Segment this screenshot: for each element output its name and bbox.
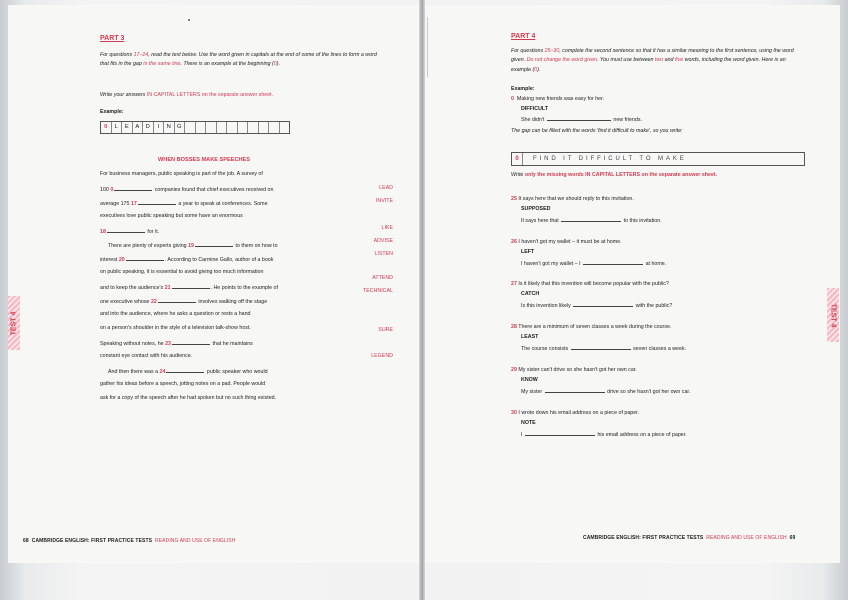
example-grid-cell: A xyxy=(133,122,144,133)
text-fragment: that he maintains xyxy=(211,341,253,347)
gap-number: 23 xyxy=(165,341,171,347)
keyword-attend: ATTEND xyxy=(372,275,393,281)
answer-gap xyxy=(195,240,233,247)
example-grid-cell xyxy=(227,122,238,133)
answer-gap xyxy=(166,366,204,373)
text-fragment: gather his ideas before a speech, jotting notes on a pad. People would xyxy=(100,381,266,387)
question-number: 26 xyxy=(511,239,517,245)
text-line xyxy=(100,366,348,377)
question-keyword: NOTE xyxy=(521,420,536,427)
question-number: 29 xyxy=(511,367,517,373)
answer-gap xyxy=(547,114,611,121)
question-sentence xyxy=(511,365,811,375)
completion-start: My sister xyxy=(521,388,543,395)
example-grid-cell: E xyxy=(122,122,133,133)
text-fragment: . According to Carmine Gallo, author of a book xyxy=(164,257,274,263)
example-grid-cell xyxy=(206,122,217,133)
question-26 xyxy=(511,237,811,269)
answer-gap xyxy=(583,258,643,265)
text-fragment: on a person's shoulder in the style of a television talk-show host. xyxy=(100,325,251,331)
question-keyword: SUPPOSED xyxy=(521,206,551,213)
test-4-tab-right: TEST 4 xyxy=(827,288,839,342)
question-text: I wrote down his email address on a piece of paper. xyxy=(518,410,640,416)
text-fragment: executives love public speaking but some have an enormous xyxy=(100,213,243,219)
text-fragment: one executive whose xyxy=(100,299,151,305)
example-grid-cell: D xyxy=(143,122,154,133)
text-fragment: public speaker who would xyxy=(205,369,268,375)
question-number: 28 xyxy=(511,324,517,330)
right-footer: CAMBRIDGE ENGLISH: FIRST PRACTICE TESTS READING AND USE OF ENGLISH 69 xyxy=(583,535,796,541)
text-line xyxy=(100,352,340,361)
example-grid-cell xyxy=(185,122,196,133)
part-4-write-instruction: Write only the missing words IN CAPITAL LETTERS on the separate answer sheet. xyxy=(511,172,718,178)
completion-end: at home. xyxy=(645,260,667,267)
question-27 xyxy=(511,279,811,311)
answer-gap xyxy=(545,386,605,393)
answer-gap xyxy=(114,184,152,191)
text-fragment: constant eye contact with his audience. xyxy=(100,353,193,359)
text-fragment: average 175 xyxy=(100,201,131,207)
completion-start: The course consists xyxy=(521,345,569,352)
question-number: 25 xyxy=(511,196,517,202)
completion-end: to this invitation. xyxy=(623,217,662,224)
example-grid-cell xyxy=(217,122,228,133)
part-3-heading: PART 3 xyxy=(100,35,125,42)
text-fragment: ask for a copy of the speech after he had spoken but no such thing existed. xyxy=(100,395,277,401)
question-keyword: CATCH xyxy=(521,291,540,298)
text-line xyxy=(100,268,340,277)
test-4-tab-left: TEST 4 xyxy=(8,296,20,350)
question-completion xyxy=(511,258,811,269)
text-line xyxy=(100,184,340,195)
answer-gap xyxy=(107,226,145,233)
text-line xyxy=(100,310,340,319)
left-page xyxy=(8,5,419,563)
text-line xyxy=(100,380,340,389)
question-sentence xyxy=(511,408,811,418)
keyword-technical: TECHNICAL xyxy=(362,288,393,294)
question-text: Is it likely that this invention will become popular with the public? xyxy=(518,281,669,287)
question-sentence xyxy=(511,322,811,332)
text-line xyxy=(100,282,340,293)
text-fragment: to them on how to xyxy=(234,243,278,249)
part-4-example-label: Example: xyxy=(511,86,535,92)
keyword-advise: ADVISE xyxy=(373,238,393,244)
text-line xyxy=(100,296,340,307)
text-line xyxy=(100,170,340,179)
example-grid-cell xyxy=(196,122,207,133)
example-grid-cell: N xyxy=(164,122,175,133)
completion-end: with the public? xyxy=(635,302,673,309)
text-fragment: interest xyxy=(100,257,119,263)
right-page xyxy=(425,5,840,563)
left-footer: 68 CAMBRIDGE ENGLISH: FIRST PRACTICE TESTS READING AND USE OF ENGLISH xyxy=(23,538,236,544)
part-4-example: 0 Making new friends was easy for her. DIFFICULT She didn't new friends. The gap can be filled with the words 'find it difficult to make', so you write: xyxy=(511,96,683,134)
question-number: 27 xyxy=(511,281,517,287)
example-grid-cell xyxy=(248,122,259,133)
gap-number: 17 xyxy=(130,201,137,207)
question-text: There are a minimum of seven classes a week during the course. xyxy=(518,324,672,330)
part-4-example-answer-box: 0 FIND IT DIFFICULT TO MAKE xyxy=(511,152,805,166)
text-line xyxy=(100,212,340,221)
example-grid-cell xyxy=(269,122,280,133)
example-grid-cell: I xyxy=(154,122,165,133)
text-line xyxy=(100,324,340,333)
question-keyword: LEFT xyxy=(521,249,535,256)
scan-shadow xyxy=(427,17,428,77)
question-sentence xyxy=(511,194,811,204)
answer-gap xyxy=(571,343,631,350)
example-grid-cell xyxy=(259,122,270,133)
text-fragment: and to keep the audience's xyxy=(100,285,165,291)
keyword-listen: LISTEN xyxy=(374,251,393,257)
example-grid-cell: G xyxy=(175,122,186,133)
text-fragment: involves walking off the stage xyxy=(196,299,268,305)
answer-gap xyxy=(561,215,621,222)
keyword-lead: LEAD xyxy=(379,185,393,191)
example-label: Example: xyxy=(100,109,124,115)
text-fragment: . He points to the example of xyxy=(210,285,278,291)
completion-end: seven classes a week. xyxy=(633,345,687,352)
question-25 xyxy=(511,194,811,226)
question-sentence xyxy=(511,279,811,289)
text-line xyxy=(100,240,348,251)
answer-gap xyxy=(525,429,595,436)
scan-speck xyxy=(188,19,190,21)
answer-gap xyxy=(138,198,176,205)
answer-gap xyxy=(573,300,633,307)
question-30 xyxy=(511,408,811,440)
text-fragment: 100 xyxy=(100,187,111,193)
question-keyword: LEAST xyxy=(521,334,539,341)
text-line xyxy=(100,226,340,237)
completion-start: I haven't got my wallet – I xyxy=(521,260,581,267)
example-grid-cell xyxy=(238,122,249,133)
question-completion xyxy=(511,343,811,354)
completion-end: drive so she hasn't got her own car. xyxy=(607,388,691,395)
gap-number: 24 xyxy=(159,369,166,375)
question-sentence xyxy=(511,237,811,247)
answer-gap xyxy=(158,296,196,303)
text-fragment: on public speaking, it is essential to avoid giving too much information xyxy=(100,269,264,275)
text-fragment: There are plenty of experts giving xyxy=(108,243,189,249)
gap-number: 22 xyxy=(150,299,157,305)
completion-start: Is this invention likely xyxy=(521,302,571,309)
answer-gap xyxy=(172,338,210,345)
part-4-instructions: For questions 25–30, complete the second sentence so that it has a similar meaning to the first sentence, using the word given. Do not change the word given. You must use between two and five words, including the word given. Here is an example (0). xyxy=(511,48,794,73)
text-line xyxy=(100,254,340,265)
question-number: 30 xyxy=(511,410,517,416)
question-text: It says here that we should reply to this invitation. xyxy=(518,196,634,202)
text-fragment: and into the audience, where he asks a question or rests a hand xyxy=(100,311,251,317)
text-fragment: companies found that chief executives received on xyxy=(153,187,274,193)
question-29 xyxy=(511,365,811,397)
answer-gap xyxy=(172,282,210,289)
example-grid-cell: L xyxy=(112,122,123,133)
text-line xyxy=(100,198,340,209)
part-4-heading: PART 4 xyxy=(511,33,536,40)
question-text: I haven't got my wallet – it must be at home. xyxy=(518,239,622,245)
question-completion xyxy=(511,386,811,397)
example-answer-grid xyxy=(100,121,290,134)
text-line xyxy=(100,394,340,403)
completion-start: It says here that xyxy=(521,217,559,224)
question-28 xyxy=(511,322,811,354)
gap-number: 21 xyxy=(164,285,171,291)
example-grid-cell xyxy=(280,122,290,133)
example-grid-number: 0 xyxy=(101,122,112,133)
text-fragment: Speaking without notes, he xyxy=(100,341,166,347)
question-completion xyxy=(511,215,811,226)
keyword-sure: SURE xyxy=(378,327,393,333)
text-fragment: for it. xyxy=(145,229,160,235)
gap-number: 19 xyxy=(188,243,194,249)
text-fragment: a year to speak at conferences. Some xyxy=(176,201,268,207)
keyword-invite: INVITE xyxy=(375,198,393,204)
gap-number: 20 xyxy=(118,257,125,263)
part-3-instructions: For questions 17–24, read the text below. Use the word given in capitals at the end of some of the lines to form a word that fits in the gap in the same line. There is an example at the beginning (0). xyxy=(100,52,377,68)
question-completion xyxy=(511,429,811,440)
completion-end: his email address on a piece of paper. xyxy=(597,431,687,438)
text-fragment: And then there was a xyxy=(108,369,160,375)
text-fragment: For business managers, public speaking is part of the job. A survey of xyxy=(100,171,263,177)
answer-gap xyxy=(126,254,164,261)
gap-number: 18 xyxy=(100,229,106,235)
question-completion xyxy=(511,300,811,311)
keyword-like: LIKE xyxy=(381,225,393,231)
part-3-write-instruction: Write your answers IN CAPITAL LETTERS on the separate answer sheet. xyxy=(100,92,274,98)
text-line xyxy=(100,338,340,349)
completion-start: I xyxy=(521,431,523,438)
keyword-legend: LEGEND xyxy=(371,353,393,359)
question-keyword: KNOW xyxy=(521,377,538,384)
question-text: My sister can't drive so she hasn't got her own car. xyxy=(518,367,637,373)
gap-number: 0 xyxy=(110,187,114,193)
text-title: WHEN BOSSES MAKE SPEECHES xyxy=(158,157,251,163)
